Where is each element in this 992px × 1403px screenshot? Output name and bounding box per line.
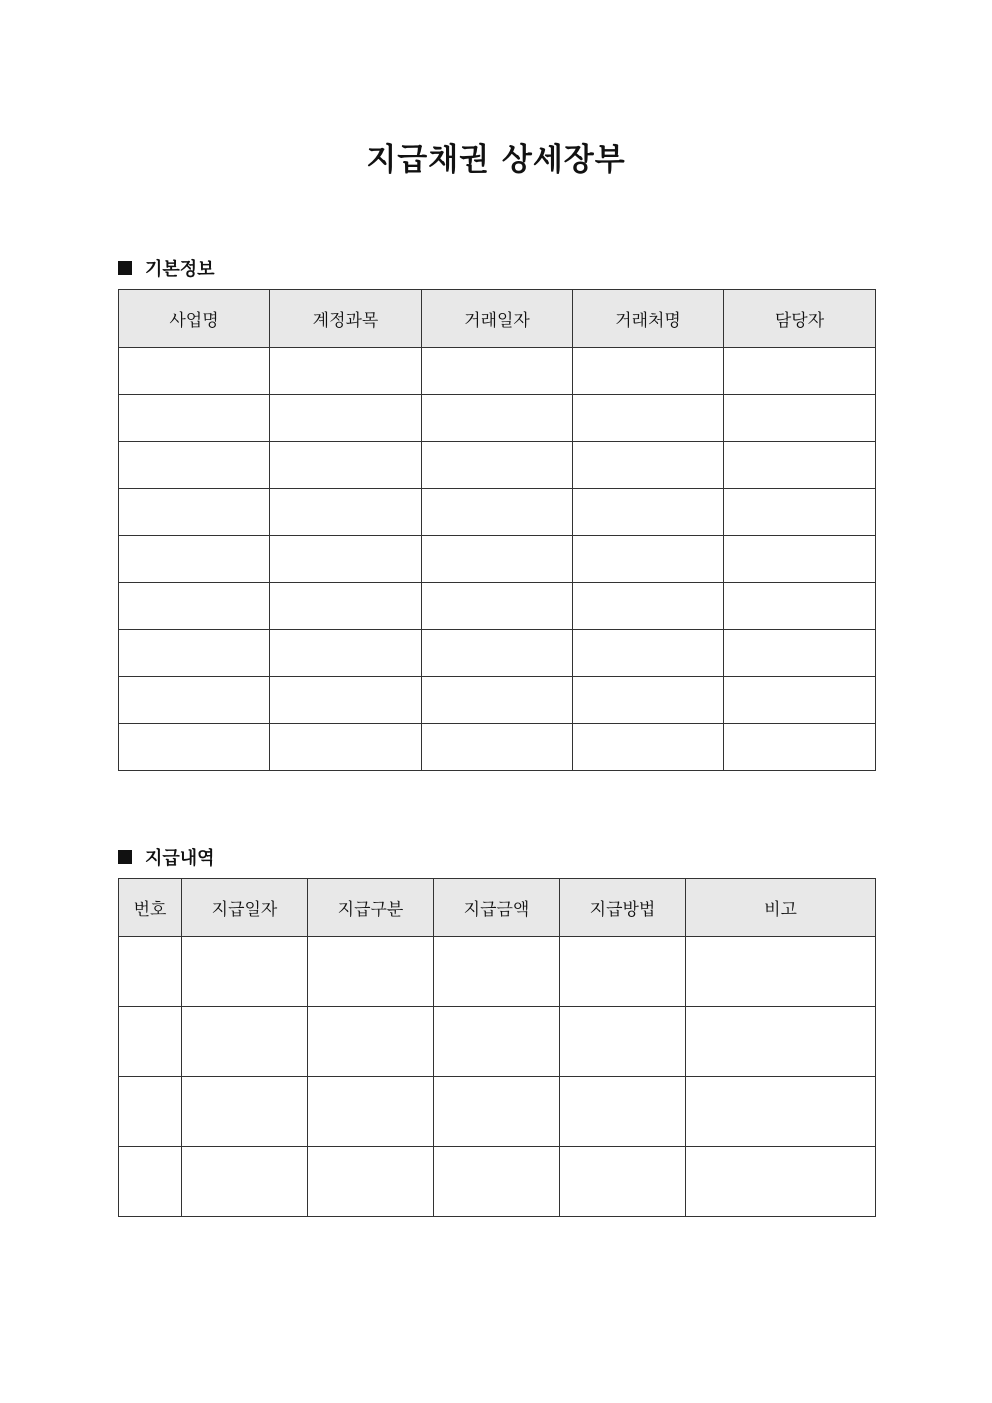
- section-heading-basic-label: 기본정보: [145, 259, 215, 280]
- table-cell[interactable]: [119, 1077, 182, 1147]
- table-cell[interactable]: [119, 348, 270, 395]
- section-heading-payment: [118, 844, 215, 870]
- col-header-transaction-date: 거래일자: [422, 290, 573, 348]
- table-row: [119, 442, 876, 489]
- table-cell[interactable]: [724, 348, 876, 395]
- table-header-row: [119, 879, 876, 937]
- table-cell[interactable]: [422, 348, 573, 395]
- table-header-row: [119, 290, 876, 348]
- col-header-remarks: 비고: [686, 879, 876, 937]
- table-cell[interactable]: [434, 937, 560, 1007]
- table-cell[interactable]: [573, 630, 724, 677]
- table-cell[interactable]: [119, 395, 270, 442]
- table-cell[interactable]: [422, 489, 573, 536]
- table-cell[interactable]: [422, 630, 573, 677]
- table-cell[interactable]: [560, 1077, 686, 1147]
- section-heading-payment-label: 지급내역: [145, 848, 215, 869]
- table-cell[interactable]: [422, 677, 573, 724]
- table-cell[interactable]: [270, 724, 422, 771]
- table-cell[interactable]: [573, 489, 724, 536]
- table-cell[interactable]: [119, 583, 270, 630]
- col-header-project-name: 사업명: [119, 290, 270, 348]
- col-header-manager: 담당자: [724, 290, 876, 348]
- table-cell[interactable]: [560, 1007, 686, 1077]
- table-cell[interactable]: [182, 1147, 308, 1217]
- col-header-vendor-name: 거래처명: [573, 290, 724, 348]
- document-title: 지급채권 상세장부: [366, 142, 626, 178]
- table-cell[interactable]: [573, 677, 724, 724]
- table-cell[interactable]: [270, 395, 422, 442]
- table-cell[interactable]: [422, 395, 573, 442]
- table-cell[interactable]: [119, 937, 182, 1007]
- table-cell[interactable]: [573, 536, 724, 583]
- table-cell[interactable]: [573, 583, 724, 630]
- table-row: [119, 536, 876, 583]
- col-header-payment-amount: 지급금액: [434, 879, 560, 937]
- table-cell[interactable]: [119, 724, 270, 771]
- table-cell[interactable]: [119, 536, 270, 583]
- table-cell[interactable]: [308, 1007, 434, 1077]
- table-cell[interactable]: [119, 442, 270, 489]
- table-cell[interactable]: [422, 442, 573, 489]
- table-cell[interactable]: [573, 442, 724, 489]
- table-row: [119, 348, 876, 395]
- table-cell[interactable]: [422, 536, 573, 583]
- table-cell[interactable]: [270, 536, 422, 583]
- table-cell[interactable]: [119, 1147, 182, 1217]
- col-header-account: 계정과목: [270, 290, 422, 348]
- table-cell[interactable]: [560, 1147, 686, 1217]
- table-cell[interactable]: [119, 677, 270, 724]
- table-cell[interactable]: [308, 1147, 434, 1217]
- table-cell[interactable]: [724, 724, 876, 771]
- table-row: [119, 395, 876, 442]
- basic-info-table: [118, 289, 876, 771]
- square-bullet-icon: [118, 850, 132, 864]
- table-cell[interactable]: [270, 677, 422, 724]
- col-header-number: 번호: [119, 879, 182, 937]
- section-heading-basic: [118, 255, 215, 281]
- table-cell[interactable]: [270, 583, 422, 630]
- table-cell[interactable]: [434, 1007, 560, 1077]
- col-header-payment-date: 지급일자: [182, 879, 308, 937]
- table-cell[interactable]: [573, 724, 724, 771]
- table-cell[interactable]: [270, 348, 422, 395]
- table-cell[interactable]: [422, 583, 573, 630]
- table-cell[interactable]: [182, 937, 308, 1007]
- table-cell[interactable]: [724, 489, 876, 536]
- table-cell[interactable]: [686, 937, 876, 1007]
- table-cell[interactable]: [724, 442, 876, 489]
- table-row: [119, 489, 876, 536]
- table-cell[interactable]: [724, 630, 876, 677]
- table-row: [119, 724, 876, 771]
- table-row: [119, 1147, 876, 1217]
- table-cell[interactable]: [270, 442, 422, 489]
- table-cell[interactable]: [573, 348, 724, 395]
- table-cell[interactable]: [270, 489, 422, 536]
- table-cell[interactable]: [724, 536, 876, 583]
- table-cell[interactable]: [686, 1077, 876, 1147]
- table-cell[interactable]: [724, 395, 876, 442]
- square-bullet-icon: [118, 261, 132, 275]
- table-cell[interactable]: [434, 1147, 560, 1217]
- table-row: [119, 1077, 876, 1147]
- table-cell[interactable]: [560, 937, 686, 1007]
- table-row: [119, 583, 876, 630]
- table-row: [119, 677, 876, 724]
- table-cell[interactable]: [119, 489, 270, 536]
- payment-history-table: [118, 878, 876, 1217]
- col-header-payment-type: 지급구분: [308, 879, 434, 937]
- table-cell[interactable]: [182, 1077, 308, 1147]
- table-cell[interactable]: [724, 677, 876, 724]
- table-cell[interactable]: [724, 583, 876, 630]
- table-cell[interactable]: [434, 1077, 560, 1147]
- table-cell[interactable]: [686, 1147, 876, 1217]
- table-cell[interactable]: [573, 395, 724, 442]
- table-cell[interactable]: [182, 1007, 308, 1077]
- table-row: [119, 1007, 876, 1077]
- table-cell[interactable]: [119, 630, 270, 677]
- table-cell[interactable]: [422, 724, 573, 771]
- table-row: [119, 630, 876, 677]
- table-cell[interactable]: [686, 1007, 876, 1077]
- table-cell[interactable]: [270, 630, 422, 677]
- table-cell[interactable]: [119, 1007, 182, 1077]
- table-cell[interactable]: [308, 937, 434, 1007]
- table-row: [119, 937, 876, 1007]
- col-header-payment-method: 지급방법: [560, 879, 686, 937]
- table-cell[interactable]: [308, 1077, 434, 1147]
